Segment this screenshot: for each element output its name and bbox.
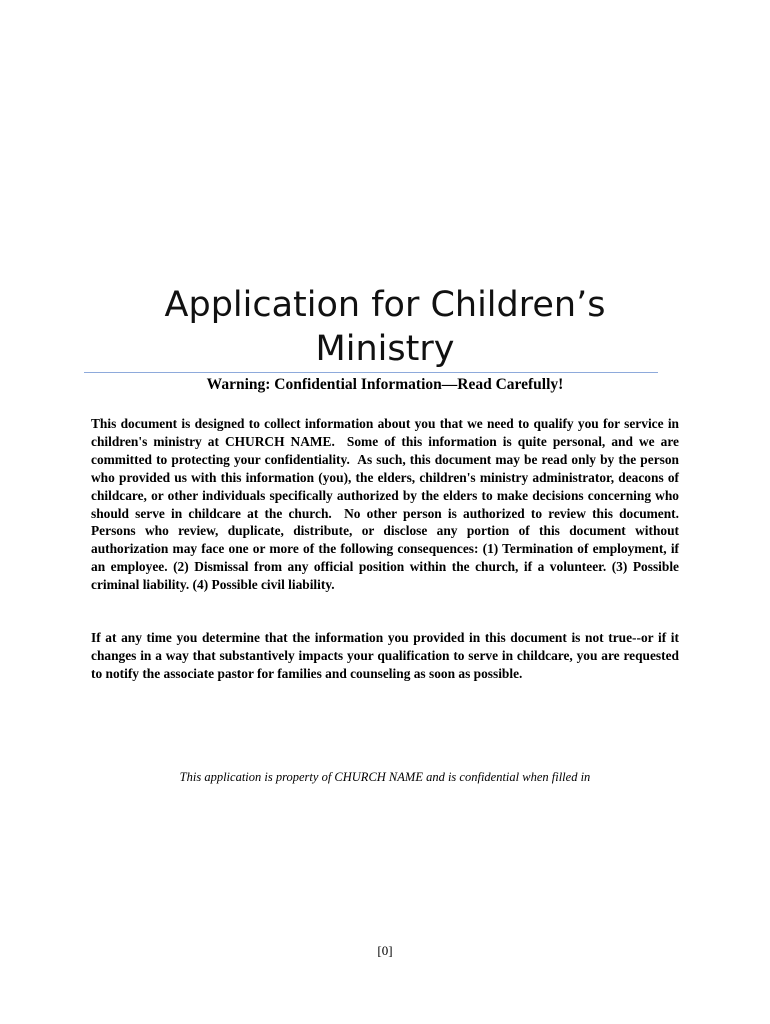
notification-paragraph: If at any time you determine that the information you provided in this document is not true--or if it changes in a way that substantively impacts your qualification to serve in childcare, you are requested to notify the associate pastor for families and counseling as soon as possible. [91, 630, 679, 681]
document-title-line-2: Ministry [315, 329, 455, 369]
confidentiality-paragraph: This document is designed to collect information about you that we need to qualify you for service in children's ministry at CHURCH NAME. Some of this information is quite personal, and we are committed to protecting your confidentiality. As such, this document may be read only by the person who provided us with this information (you), the elders, children's ministry administrator, deacons of childcare, or other individuals specifically authorized by the elders to make decisions concerning who should serve in childcare at the church. No other person is authorized to review this document. Persons who review, duplicate, distribute, or disclose any portion of this document without authorization may face one or more of the following consequences: (1) Termination of employment, if an employee. (2) Dismissal from any official position within the church, if a volunteer. (3) Possible criminal liability. (4) Possible civil liability. [91, 416, 686, 593]
document-title [0, 283, 770, 371]
warning-heading: Warning: Confidential Information—Read Carefully! [206, 376, 564, 393]
document-title-line-1: Application for Children’s [164, 285, 606, 325]
title-divider [84, 372, 658, 373]
page-number: [0] [377, 943, 393, 958]
property-notice: This application is property of CHURCH NAME and is confidential when filled in [179, 770, 591, 784]
